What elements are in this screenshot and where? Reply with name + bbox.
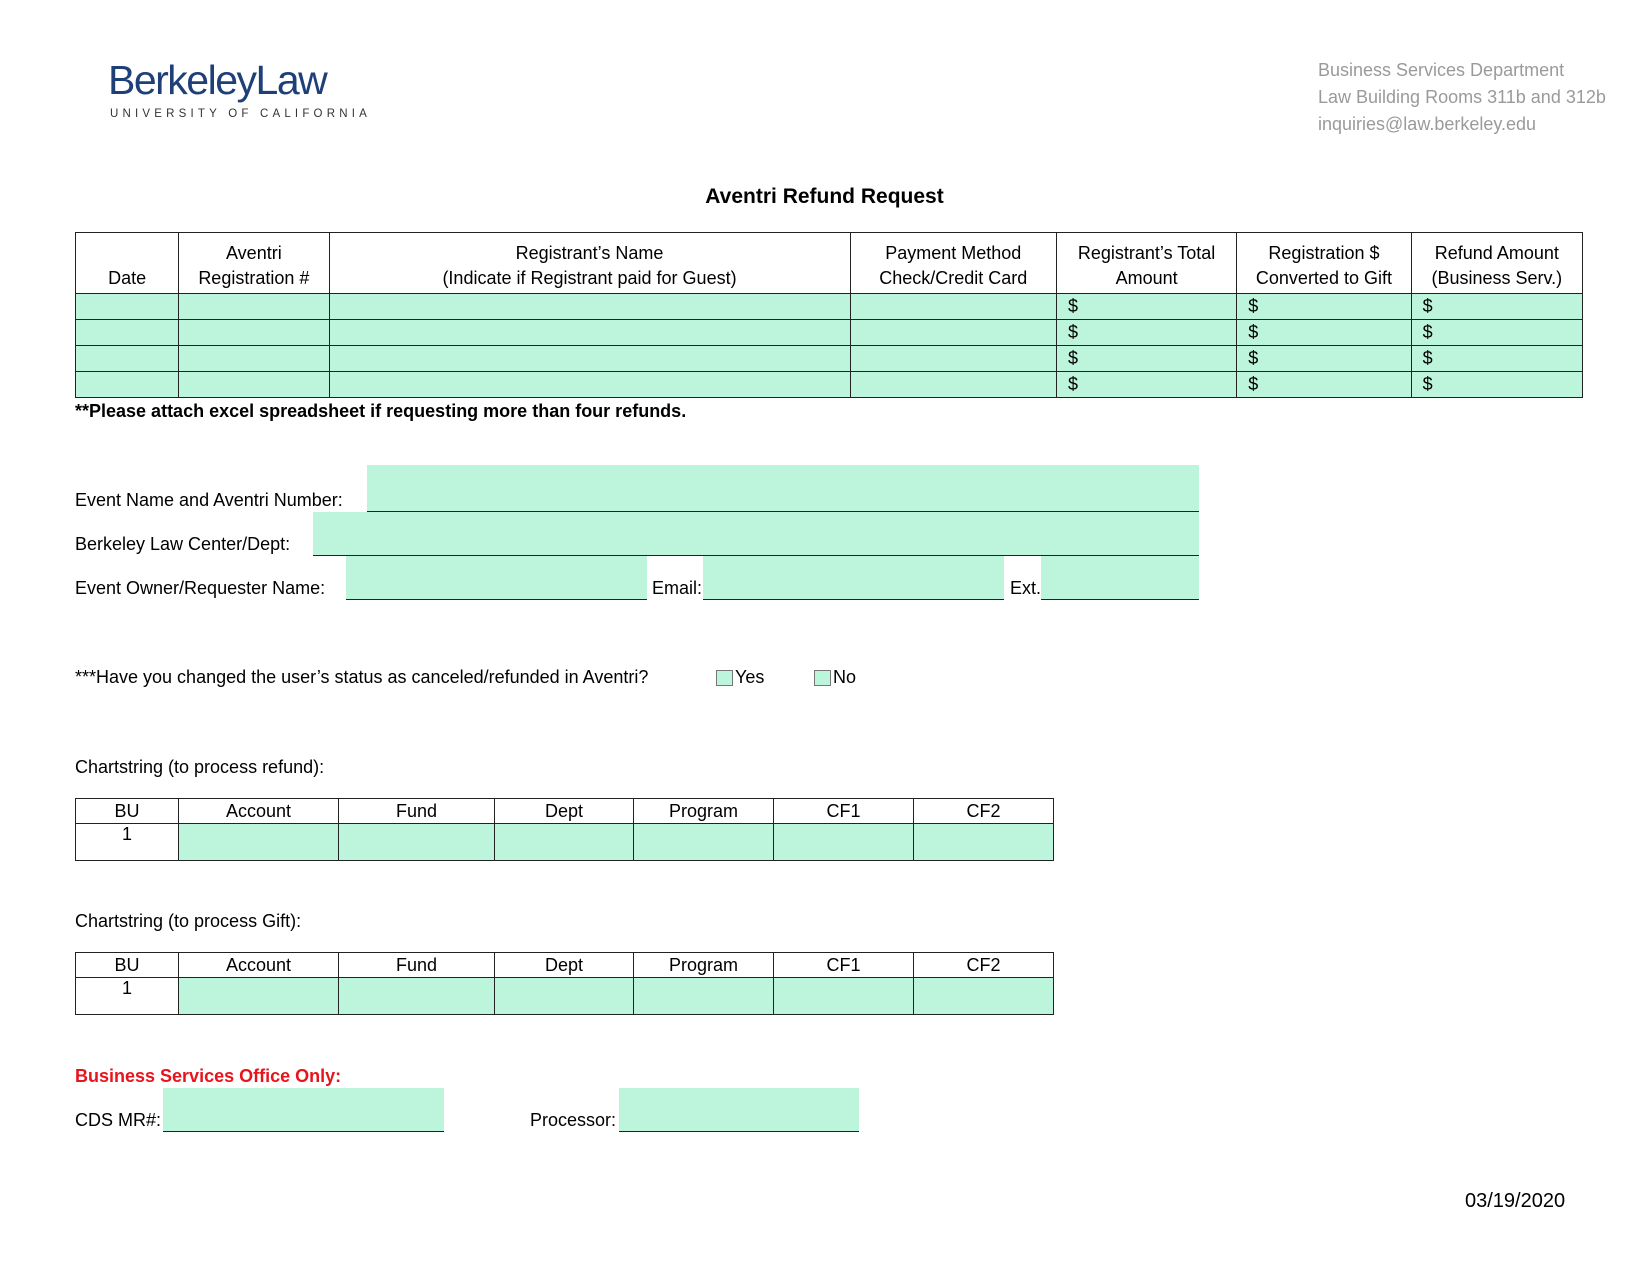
converted-gift-cell[interactable]: $: [1237, 346, 1411, 372]
yes-label: Yes: [735, 667, 765, 687]
col-program: Program: [634, 799, 774, 824]
header-registrant-name: Registrant’s Name (Indicate if Registrant paid for Guest): [329, 233, 850, 294]
form-revision-date: 03/19/2020: [1465, 1190, 1566, 1212]
refund-amount-cell[interactable]: $: [1411, 372, 1582, 398]
ext-label: Ext.: [1010, 578, 1042, 598]
col-bu: BU: [76, 799, 179, 824]
refund-amount-cell[interactable]: $: [1411, 346, 1582, 372]
converted-gift-cell[interactable]: $: [1237, 294, 1411, 320]
fund-cell[interactable]: [339, 978, 495, 1015]
col-fund: Fund: [339, 953, 495, 978]
chartstring-header-row: [76, 953, 1054, 978]
cf2-cell[interactable]: [914, 824, 1054, 861]
cds-mr-label: CDS MR#:: [75, 1110, 162, 1130]
payment-method-cell[interactable]: [850, 346, 1056, 372]
registration-number-cell[interactable]: [179, 372, 329, 398]
contact-location: Law Building Rooms 311b and 312b: [1318, 87, 1606, 107]
cds-mr-input[interactable]: [163, 1088, 444, 1132]
col-cf1: CF1: [774, 799, 914, 824]
registration-number-cell[interactable]: [179, 346, 329, 372]
chartstring-refund-table: [75, 798, 1054, 861]
status-question: ***Have you changed the user’s status as canceled/refunded in Aventri?: [75, 667, 649, 687]
converted-gift-cell[interactable]: $: [1237, 320, 1411, 346]
date-cell[interactable]: [76, 294, 179, 320]
table-row: [76, 978, 1054, 1015]
no-checkbox[interactable]: [814, 670, 831, 691]
email-label: Email:: [652, 578, 703, 598]
attach-spreadsheet-note: **Please attach excel spreadsheet if requesting more than four refunds.: [75, 401, 687, 421]
header-converted-to-gift: Registration $ Converted to Gift: [1237, 233, 1411, 294]
form-title: Aventri Refund Request: [705, 185, 944, 208]
chartstring-gift-table: [75, 952, 1054, 1015]
col-dept: Dept: [495, 953, 634, 978]
payment-method-cell[interactable]: [850, 294, 1056, 320]
total-amount-cell[interactable]: $: [1056, 346, 1236, 372]
account-cell[interactable]: [179, 824, 339, 861]
header-date: Date: [76, 233, 179, 294]
registration-number-cell[interactable]: [179, 294, 329, 320]
registration-number-cell[interactable]: [179, 320, 329, 346]
table-row: [76, 346, 1583, 372]
refund-amount-cell[interactable]: $: [1411, 320, 1582, 346]
col-bu: BU: [76, 953, 179, 978]
refund-amount-cell[interactable]: $: [1411, 294, 1582, 320]
chartstring-gift-label: Chartstring (to process Gift):: [75, 911, 302, 931]
office-only-heading: Business Services Office Only:: [75, 1066, 342, 1086]
col-dept: Dept: [495, 799, 634, 824]
header-total-amount: Registrant’s Total Amount: [1056, 233, 1236, 294]
date-cell[interactable]: [76, 346, 179, 372]
chartstring-refund-label: Chartstring (to process refund):: [75, 757, 325, 777]
table-row: [76, 294, 1583, 320]
col-cf1: CF1: [774, 953, 914, 978]
dept-cell[interactable]: [495, 824, 634, 861]
table-row: [76, 824, 1054, 861]
refund-table: [75, 232, 1583, 398]
col-fund: Fund: [339, 799, 495, 824]
refund-table-header: [76, 233, 1583, 294]
table-row: [76, 372, 1583, 398]
table-row: [76, 320, 1583, 346]
total-amount-cell[interactable]: $: [1056, 320, 1236, 346]
date-cell[interactable]: [76, 372, 179, 398]
header-registration-number: Aventri Registration #: [179, 233, 329, 294]
account-cell[interactable]: [179, 978, 339, 1015]
fund-cell[interactable]: [339, 824, 495, 861]
chartstring-header-row: [76, 799, 1054, 824]
owner-name-input[interactable]: [346, 556, 647, 600]
cf1-cell[interactable]: [774, 978, 914, 1015]
col-account: Account: [179, 799, 339, 824]
contact-department: Business Services Department: [1318, 60, 1565, 80]
center-dept-input[interactable]: [313, 512, 1199, 556]
cf2-cell[interactable]: [914, 978, 1054, 1015]
registrant-name-cell[interactable]: [329, 346, 850, 372]
bu-value: 1: [76, 824, 179, 861]
center-dept-label: Berkeley Law Center/Dept:: [75, 534, 291, 554]
cf1-cell[interactable]: [774, 824, 914, 861]
col-cf2: CF2: [914, 799, 1054, 824]
registrant-name-cell[interactable]: [329, 372, 850, 398]
registrant-name-cell[interactable]: [329, 294, 850, 320]
berkeley-law-logo: BerkeleyLaw: [108, 57, 327, 103]
total-amount-cell[interactable]: $: [1056, 294, 1236, 320]
total-amount-cell[interactable]: $: [1056, 372, 1236, 398]
yes-checkbox[interactable]: [716, 670, 733, 691]
registrant-name-cell[interactable]: [329, 320, 850, 346]
no-label: No: [833, 667, 857, 687]
ext-input[interactable]: [1041, 556, 1199, 600]
payment-method-cell[interactable]: [850, 320, 1056, 346]
program-cell[interactable]: [634, 824, 774, 861]
dept-cell[interactable]: [495, 978, 634, 1015]
header-payment-method: Payment Method Check/Credit Card: [850, 233, 1056, 294]
contact-email: inquiries@law.berkeley.edu: [1318, 114, 1537, 134]
date-cell[interactable]: [76, 320, 179, 346]
processor-input[interactable]: [619, 1088, 859, 1132]
bu-value: 1: [76, 978, 179, 1015]
event-name-label: Event Name and Aventri Number:: [75, 490, 343, 510]
col-account: Account: [179, 953, 339, 978]
event-name-input[interactable]: [367, 465, 1199, 512]
col-cf2: CF2: [914, 953, 1054, 978]
converted-gift-cell[interactable]: $: [1237, 372, 1411, 398]
col-program: Program: [634, 953, 774, 978]
owner-name-label: Event Owner/Requester Name:: [75, 578, 326, 598]
header-refund-amount: Refund Amount (Business Serv.): [1411, 233, 1582, 294]
program-cell[interactable]: [634, 978, 774, 1015]
processor-label: Processor:: [530, 1110, 617, 1130]
payment-method-cell[interactable]: [850, 372, 1056, 398]
logo-subtitle: UNIVERSITY OF CALIFORNIA: [110, 108, 371, 120]
email-input[interactable]: [703, 556, 1004, 600]
